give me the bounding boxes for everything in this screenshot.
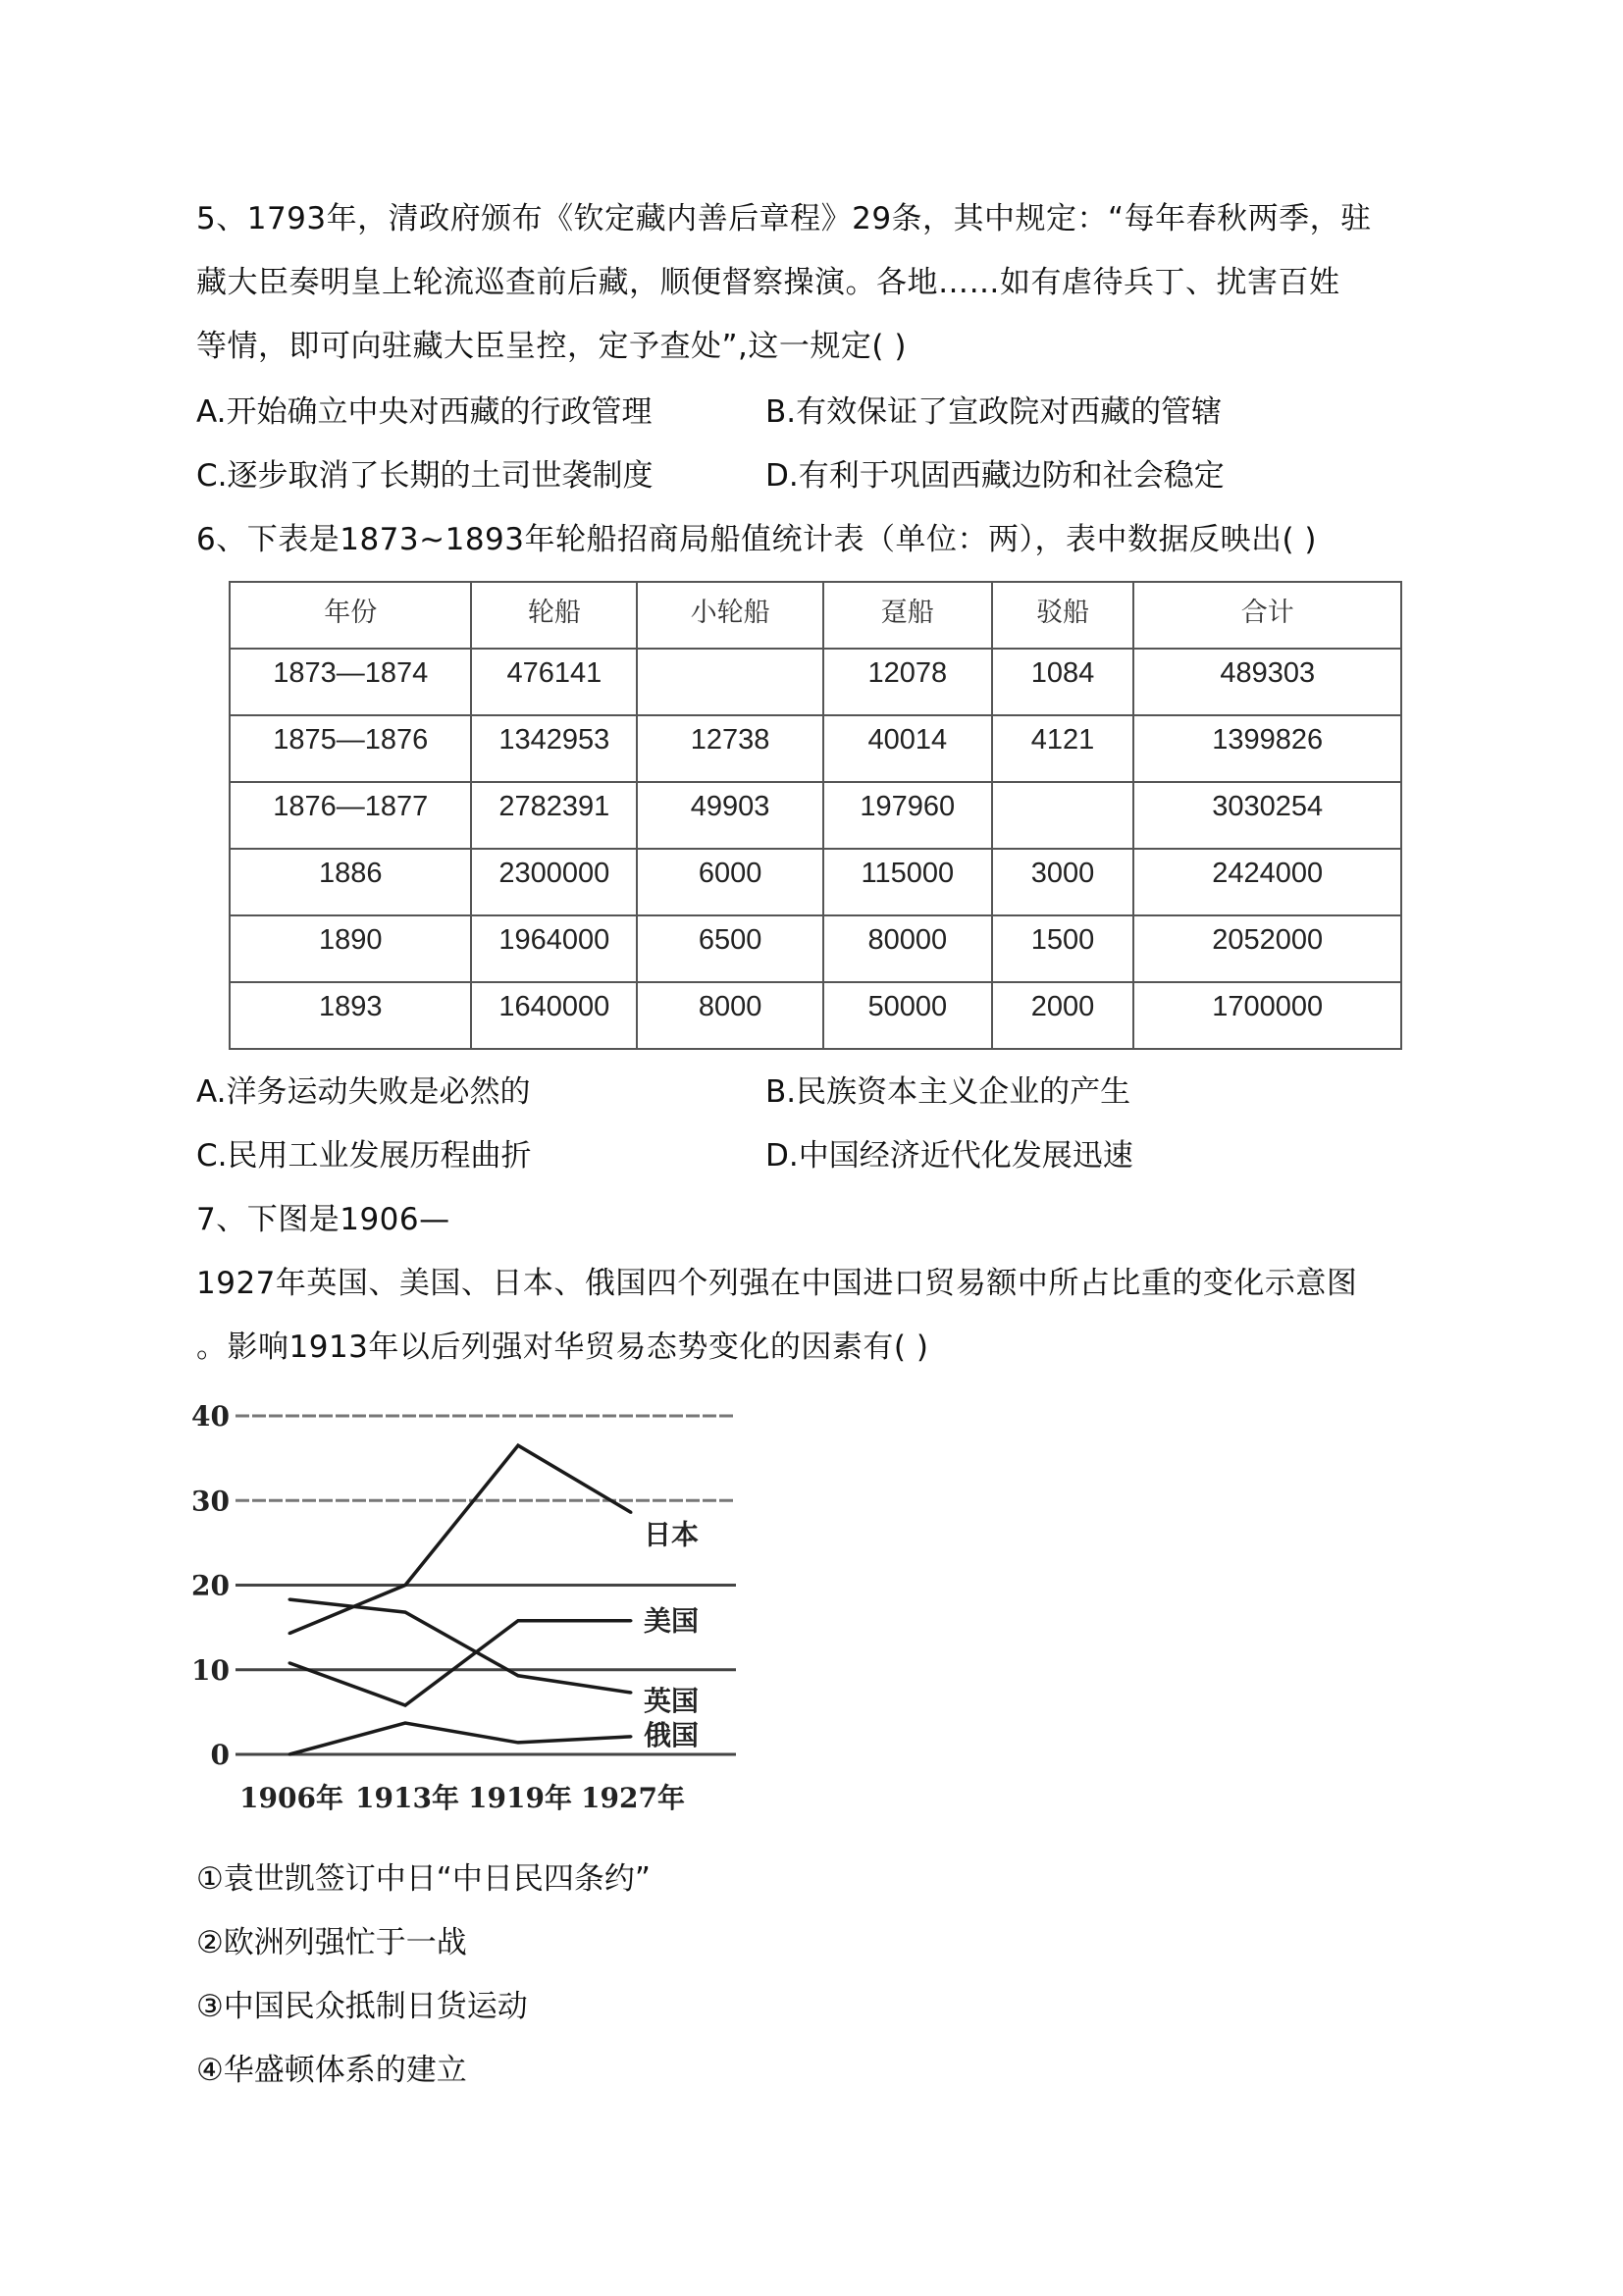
trade-share-chart: [191, 1383, 1138, 1845]
cell-steamship: 2782391: [471, 782, 637, 849]
cell-small-steamship: 6500: [637, 915, 823, 982]
q7-item-1: ①袁世凯签订中日“中日民四条约”: [196, 1861, 651, 1897]
q5-option-a: A.开始确立中央对西藏的行政管理: [196, 394, 653, 430]
data-point: [404, 1611, 407, 1614]
q7-item-4: ④华盛顿体系的建立: [196, 2053, 467, 2088]
cell-hulk: 12078: [823, 649, 992, 715]
cell-barge: 4121: [992, 715, 1134, 782]
series-line-1: [289, 1621, 631, 1705]
cell-barge: 3000: [992, 849, 1134, 915]
cell-small-steamship: 8000: [637, 982, 823, 1049]
cell-year: 1875—1876: [230, 715, 471, 782]
cell-year: 1890: [230, 915, 471, 982]
data-point: [288, 1632, 291, 1635]
cell-hulk: 40014: [823, 715, 992, 782]
cell-barge: 1084: [992, 649, 1134, 715]
data-point: [517, 1674, 520, 1677]
q5-option-b: B.有效保证了宣政院对西藏的管辖: [765, 394, 1223, 430]
col-header-steamship: 轮船: [471, 582, 637, 649]
x-tick-label: 1906年: [239, 1782, 343, 1814]
cell-small-steamship: 6000: [637, 849, 823, 915]
x-tick-label: 1913年: [355, 1782, 459, 1814]
cell-total: 489303: [1133, 649, 1401, 715]
series-label: 英国: [644, 1685, 700, 1718]
cell-hulk: 197960: [823, 782, 992, 849]
q6-option-a: A.洋务运动失败是必然的: [196, 1074, 531, 1110]
table-row: [230, 715, 1401, 782]
q6-stem: 6、下表是1873~1893年轮船招商局船值统计表（单位：两），表中数据反映出( ): [196, 522, 1318, 557]
q5-stem-line-1: 5、1793年，清政府颁布《钦定藏内善后章程》29条，其中规定：“每年春秋两季，驻: [196, 201, 1372, 236]
q5-stem-line-3: 等情，即可向驻藏大臣呈控，定予查处”,这一规定( ): [196, 329, 907, 364]
cell-year: 1886: [230, 849, 471, 915]
data-point: [517, 1444, 520, 1447]
data-point: [404, 1584, 407, 1587]
q6-option-c: C.民用工业发展历程曲折: [196, 1138, 532, 1174]
data-point: [404, 1722, 407, 1725]
q7-item-2: ②欧洲列强忙于一战: [196, 1925, 467, 1960]
ship-value-table: [229, 581, 1402, 1050]
col-header-hulk: 趸船: [823, 582, 992, 649]
y-tick-label: 10: [191, 1653, 230, 1687]
q5-option-d: D.有利于巩固西藏边防和社会稳定: [765, 458, 1225, 494]
col-header-total: 合计: [1133, 582, 1401, 649]
q7-stem-line-3: 。影响1913年以后列强对华贸易态势变化的因素有( ): [196, 1330, 929, 1365]
cell-total: 3030254: [1133, 782, 1401, 849]
cell-barge: 1500: [992, 915, 1134, 982]
table-row: [230, 649, 1401, 715]
q7-stem-line-2: 1927年英国、美国、日本、俄国四个列强在中国进口贸易额中所占比重的变化示意图: [196, 1266, 1358, 1301]
table-row: [230, 849, 1401, 915]
q5-option-c: C.逐步取消了长期的土司世袭制度: [196, 458, 654, 494]
data-point: [517, 1741, 520, 1744]
data-point: [288, 1661, 291, 1664]
cell-year: 1893: [230, 982, 471, 1049]
y-tick-label: 0: [210, 1739, 230, 1771]
cell-year: 1876—1877: [230, 782, 471, 849]
cell-total: 1399826: [1133, 715, 1401, 782]
data-point: [288, 1598, 291, 1601]
cell-total: 2424000: [1133, 849, 1401, 915]
data-point: [288, 1753, 291, 1756]
q6-option-b: B.民族资本主义企业的产生: [765, 1074, 1131, 1110]
data-point: [630, 1692, 633, 1695]
cell-hulk: 115000: [823, 849, 992, 915]
cell-barge: 2000: [992, 982, 1134, 1049]
cell-small-steamship: 49903: [637, 782, 823, 849]
table-row: [230, 915, 1401, 982]
cell-barge: [992, 782, 1134, 849]
data-point: [404, 1703, 407, 1706]
cell-small-steamship: [637, 649, 823, 715]
data-point: [630, 1619, 633, 1622]
cell-year: 1873—1874: [230, 649, 471, 715]
series-label: 美国: [644, 1604, 700, 1638]
cell-small-steamship: 12738: [637, 715, 823, 782]
cell-steamship: 476141: [471, 649, 637, 715]
x-tick-label: 1919年: [468, 1782, 572, 1814]
q5-stem-line-2: 藏大臣奏明皇上轮流巡查前后藏，顺便督察操演。各地……如有虐待兵丁、扰害百姓: [196, 265, 1340, 300]
cell-total: 1700000: [1133, 982, 1401, 1049]
cell-hulk: 80000: [823, 915, 992, 982]
cell-steamship: 1342953: [471, 715, 637, 782]
cell-steamship: 1640000: [471, 982, 637, 1049]
data-point: [630, 1511, 633, 1514]
col-header-year: 年份: [230, 582, 471, 649]
q6-option-d: D.中国经济近代化发展迅速: [765, 1138, 1133, 1174]
data-point: [630, 1735, 633, 1738]
series-label: 日本: [644, 1518, 700, 1551]
col-header-small-steamship: 小轮船: [637, 582, 823, 649]
x-tick-label: 1927年: [581, 1782, 685, 1814]
series-line-3: [289, 1723, 631, 1754]
q7-stem-line-1: 7、下图是1906—: [196, 1202, 450, 1237]
table-row: [230, 982, 1401, 1049]
y-tick-label: 30: [191, 1485, 230, 1518]
y-tick-label: 40: [191, 1400, 230, 1433]
q7-item-3: ③中国民众抵制日货运动: [196, 1989, 528, 2024]
col-header-barge: 驳船: [992, 582, 1134, 649]
table-row: [230, 782, 1401, 849]
cell-hulk: 50000: [823, 982, 992, 1049]
y-tick-label: 20: [191, 1569, 230, 1602]
data-point: [517, 1619, 520, 1622]
cell-total: 2052000: [1133, 915, 1401, 982]
cell-steamship: 2300000: [471, 849, 637, 915]
table-header-row: [230, 582, 1401, 649]
series-label: 俄国: [644, 1718, 700, 1751]
cell-steamship: 1964000: [471, 915, 637, 982]
